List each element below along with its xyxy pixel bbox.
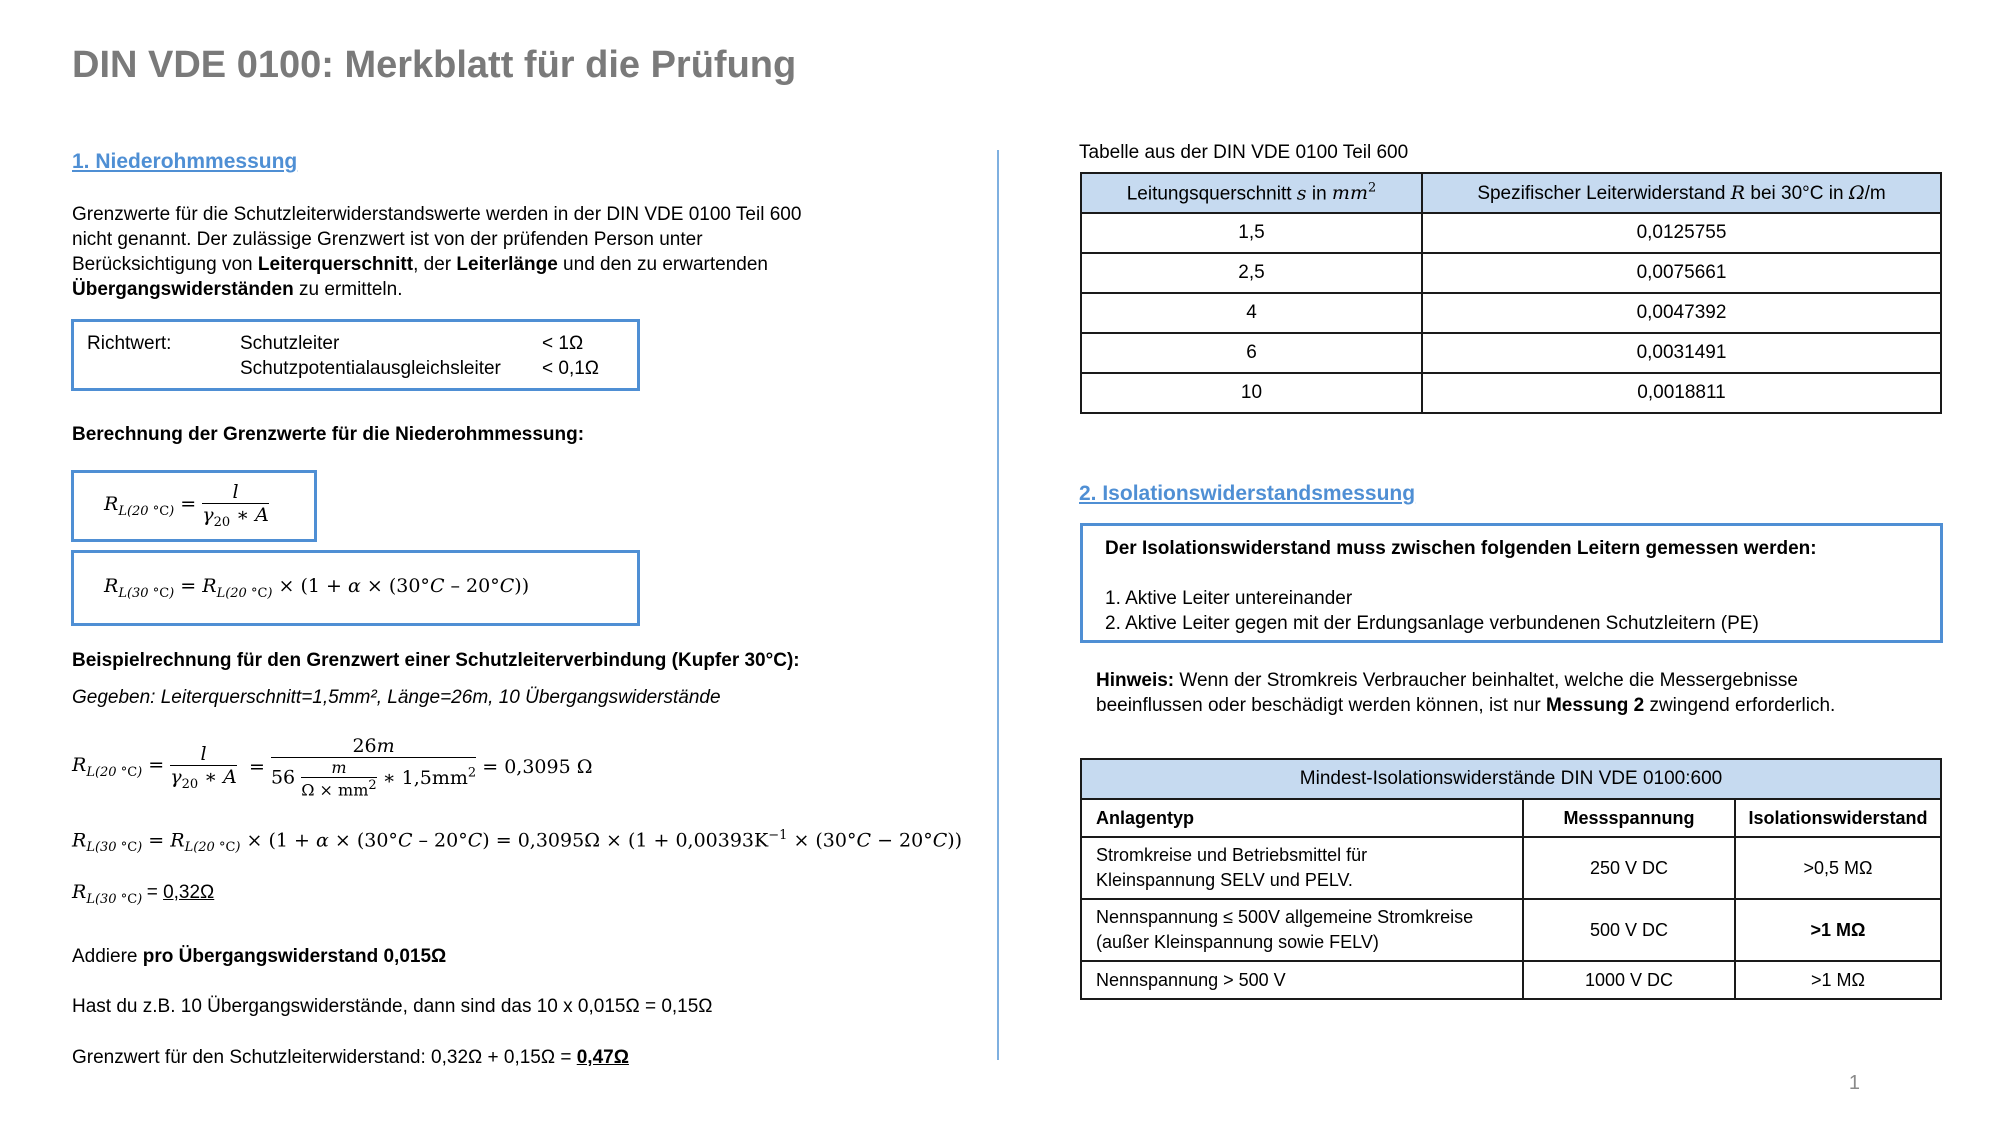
richtwert-box (71, 319, 640, 391)
richtwert-value-1: < 1Ω (542, 333, 584, 354)
table-cell (1081, 899, 1523, 961)
table-cell: 0,0075661 (1422, 253, 1941, 293)
table-cell: 2,5 (1081, 253, 1422, 293)
table2-header: Isolationswiderstand (1735, 799, 1941, 837)
table2-header: Messspannung (1523, 799, 1735, 837)
table-cell: 0,0031491 (1422, 333, 1941, 373)
header-text: Spezifischer Leiterwiderstand (1477, 182, 1731, 204)
formula-rl30: $R_{L(30 ^\circ C)} = R_{L(20 ^\circ C)} \times (1 + \alpha \times (30^\circ C - 20^\circ C))$ (104, 575, 530, 601)
hint-body: beeinflussen oder beschädigt werden können, ist nur (1096, 695, 1546, 716)
intro-bold-laenge: Leiterlänge (456, 254, 558, 275)
intro-line-2: nicht genannt. Der zulässige Grenzwert ist von der prüfenden Person unter (72, 229, 703, 250)
table-cell: 1000 V DC (1523, 961, 1735, 999)
hint-text (1096, 668, 1946, 718)
hint-body: zwingend erforderlich. (1644, 695, 1836, 716)
table1-header-querschnitt: Leitungsquerschnitt s in $mm^2$ (1081, 173, 1422, 213)
intro-bold-uebergang: Übergangswiderständen (72, 279, 294, 300)
table2-title: Mindest-Isolationswiderstände DIN VDE 0100:600 (1081, 759, 1941, 799)
example-formula-1: $R_{L(20 ^\circ C)}$ = $\frac{l}{\gamma_{20} ∗ A}$ = 26m 56 $\frac{m}{\Omega \times mm^2}$ ∗ $1,5mm^2$ = 0,3095 Ω (72, 735, 593, 800)
conductor-resistance-table (1080, 172, 1942, 414)
section1-intro (72, 202, 952, 302)
header-text: Leitungsquerschnitt (1126, 183, 1297, 205)
grenzwert-text: Grenzwert für den Schutzleiterwiderstand: 0,32Ω + 0,15Ω = (72, 1047, 577, 1068)
result-value: 0,32Ω (163, 882, 215, 903)
cell-line: Kleinspannung SELV und PELV. (1096, 870, 1353, 890)
table-cell: 6 (1081, 333, 1422, 373)
hint-body: Wenn der Stromkreis Verbraucher beinhaltet, welche die Messergebnisse (1174, 670, 1798, 691)
table-cell: >0,5 MΩ (1735, 837, 1941, 899)
table-cell: >1 MΩ (1735, 899, 1941, 961)
calc-heading: Berechnung der Grenzwerte für die Niederohmmessung: (72, 424, 585, 445)
table-row (1081, 373, 1941, 413)
table-cell: 0,0018811 (1422, 373, 1941, 413)
header-text: bei 30°C in (1745, 182, 1849, 204)
table-row (1081, 961, 1941, 999)
isolation-item-2: 2. Aktive Leiter gegen mit der Erdungsanlage verbundenen Schutzleitern (PE) (1105, 613, 1759, 634)
richtwert-name-2: Schutzpotentialausgleichsleiter (240, 358, 501, 379)
table-cell: 250 V DC (1523, 837, 1735, 899)
column-divider (997, 150, 999, 1060)
formula-rl20: $R_{L(20 ^\circ C)}$ = $\frac{l}{\gamma_{20} ∗ A}$ (104, 481, 269, 530)
table-cell: 10 (1081, 373, 1422, 413)
table-row (1081, 293, 1941, 333)
intro-line-4 (72, 277, 952, 302)
isolation-item-1: 1. Aktive Leiter untereinander (1105, 588, 1353, 609)
section1-heading: 1. Niederohmmessung (72, 150, 298, 173)
table-cell: 0,0125755 (1422, 213, 1941, 253)
addiere-line (72, 944, 446, 969)
grenzwert-value: 0,47Ω (576, 1047, 629, 1068)
addiere-bold: pro Übergangswiderstand 0,015Ω (142, 946, 447, 967)
formula-box-1 (71, 470, 317, 542)
isolation-table (1080, 758, 1942, 1000)
intro-text: , der (413, 254, 457, 275)
table2-header: Anlagentyp (1081, 799, 1523, 837)
table1-header-widerstand: Spezifischer Leiterwiderstand R bei 30°C in Ω/m (1422, 173, 1941, 213)
cell-line: Nennspannung ≤ 500V allgemeine Stromkreise (1096, 907, 1474, 927)
given-text: Gegeben: Leiterquerschnitt=1,5mm², Länge=26m, 10 Übergangswiderstände (72, 687, 721, 708)
hint-line-1 (1096, 668, 1946, 693)
table-cell (1081, 837, 1523, 899)
intro-text: Berücksichtigung von (72, 254, 258, 275)
page-title: DIN VDE 0100: Merkblatt für die Prüfung (72, 44, 797, 86)
hint-line-2 (1096, 693, 1946, 718)
header-text: /m (1864, 182, 1886, 204)
table-cell: Nennspannung > 500 V (1081, 961, 1523, 999)
header-text: in (1306, 183, 1332, 205)
example-heading: Beispielrechnung für den Grenzwert einer Schutzleiterverbindung (Kupfer 30°C): (72, 650, 800, 671)
table-cell: 0,0047392 (1422, 293, 1941, 333)
table-cell: >1 MΩ (1735, 961, 1941, 999)
intro-bold-querschnitt: Leiterquerschnitt (257, 254, 414, 275)
richtwert-name-1: Schutzleiter (240, 333, 340, 354)
table-row (1081, 213, 1941, 253)
intro-text: zu ermitteln. (293, 279, 403, 300)
table-row (1081, 899, 1941, 961)
formula-box-2 (71, 550, 640, 626)
table-cell: 500 V DC (1523, 899, 1735, 961)
richtwert-value-2: < 0,1Ω (542, 358, 599, 379)
cell-line: Stromkreise und Betriebsmittel für (1096, 845, 1368, 865)
cell-line: (außer Kleinspannung sowie FELV) (1096, 932, 1379, 952)
table-row (1081, 253, 1941, 293)
intro-line-3 (72, 252, 952, 277)
example-result-1: = 0,3095 Ω (482, 756, 593, 779)
hast-du-line: Hast du z.B. 10 Übergangswiderstände, dann sind das 10 x 0,015Ω = 0,15Ω (72, 996, 713, 1017)
hint-bold: Messung 2 (1545, 695, 1645, 716)
example-result-2: = 0,3095Ω × (1 + 0,00393K (495, 829, 769, 852)
page-number: 1 (1848, 1072, 1860, 1094)
isolation-box-title: Der Isolationswiderstand muss zwischen folgenden Leitern gemessen werden: (1105, 538, 1817, 559)
result-line: $R_{L(30 ^\circ C)} = 0,32\Omega$ (72, 881, 215, 907)
section2-heading: 2. Isolationswiderstandsmessung (1079, 482, 1416, 505)
addiere-text: Addiere (72, 946, 143, 967)
intro-text: und den zu erwartenden (557, 254, 768, 275)
grenzwert-line (72, 1045, 629, 1070)
table-cell: 4 (1081, 293, 1422, 333)
table-row (1081, 333, 1941, 373)
table-row (1081, 837, 1941, 899)
example-formula-2: $R_{L(30 ^\circ C)} = R_{L(20 ^\circ C)} \times (1 + \alpha \times (30^\circ C - 20^\circ C) = 0,3095\Omega \times (1 + 0,00393K^{-1} \times (30^\circ C - 20^\circ C))$ (72, 828, 963, 856)
table-cell: 1,5 (1081, 213, 1422, 253)
richtwert-label: Richtwert: (87, 333, 172, 354)
hint-label: Hinweis: (1096, 670, 1175, 691)
intro-line-1: Grenzwerte für die Schutzleiterwiderstandswerte werden in der DIN VDE 0100 Teil 600 (72, 204, 802, 225)
table1-caption: Tabelle aus der DIN VDE 0100 Teil 600 (1079, 142, 1409, 163)
isolation-box (1080, 523, 1943, 643)
